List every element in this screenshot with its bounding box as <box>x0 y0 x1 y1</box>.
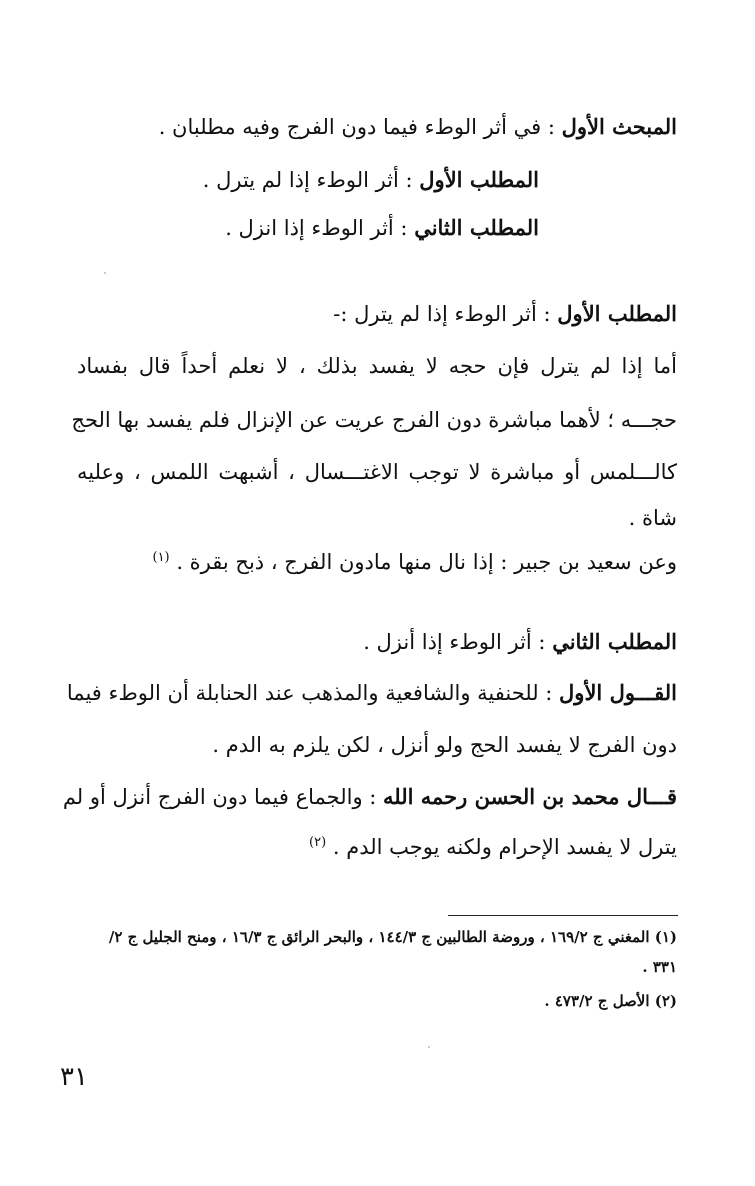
paragraph-text: يترل لا يفسد الإحرام ولكنه يوجب الدم . <box>332 835 677 859</box>
paragraph-line: أما إذا لم يترل فإن حجه لا يفسد بذلك ، لا نعلم أحداً قال بفساد <box>77 354 677 378</box>
toc-item-first-bold: المطلب الأول <box>419 167 539 192</box>
paragraph-line: حجـــه ؛ لأهما مباشرة دون الفرج عريت عن الإنزال فلم يفسد بها الحج <box>71 408 677 432</box>
toc-item-second-bold: المطلب الثاني <box>414 215 539 240</box>
page-number: ٣١ <box>60 1062 88 1092</box>
footnote-separator <box>448 915 678 916</box>
quote-attribution: قـــال محمد بن الحسن رحمه الله <box>383 784 677 809</box>
second-subsection-heading-text: : أثر الوطء إذا أنزل . <box>363 630 553 654</box>
scan-speck <box>104 272 106 274</box>
first-subsection-heading <box>333 299 677 329</box>
footnote-continuation: ٣٣١ . <box>642 958 677 976</box>
toc-item-second <box>225 213 539 243</box>
first-subsection-heading-text: : أثر الوطء إذا لم يترل :- <box>333 302 558 326</box>
footnote-reference: (٢) <box>309 835 327 850</box>
quote-line <box>63 782 677 812</box>
quote-text: : والجماع فيما دون الفرج أنزل أو لم <box>62 785 384 809</box>
first-opinion-text: : للحنفية والشافعية والمذهب عند الحنابلة أن الوطء فيما <box>66 681 560 705</box>
paragraph-line <box>309 832 677 862</box>
first-opinion-line <box>67 678 677 708</box>
second-subsection-heading-bold: المطلب الثاني <box>552 629 677 654</box>
paragraph-line <box>152 547 677 577</box>
section-heading-bold: المبحث الأول <box>561 114 677 139</box>
toc-item-first <box>203 165 539 195</box>
toc-item-second-text: : أثر الوطء إذا انزل . <box>225 216 415 240</box>
paragraph-text: وعن سعيد بن جبير : إذا نال منها مادون الفرج ، ذبح بقرة . <box>176 550 677 574</box>
first-opinion-label: القـــول الأول <box>559 680 677 705</box>
first-subsection-heading-bold: المطلب الأول <box>557 301 677 326</box>
second-subsection-heading <box>363 627 677 657</box>
footnote-reference: (١) <box>152 550 170 565</box>
toc-item-first-text: : أثر الوطء إذا لم يترل . <box>202 168 420 192</box>
paragraph-line: شاة . <box>628 506 677 530</box>
section-heading-text: : في أثر الوطء فيما دون الفرج وفيه مطلبان . <box>158 115 562 139</box>
paragraph-line: دون الفرج لا يفسد الحج ولو أنزل ، لكن يلزم به الدم . <box>212 733 677 757</box>
scan-speck <box>428 1046 430 1048</box>
footnote: (١) المغني ج ١٦٩/٢ ، وروضة الطالبين ج ١٤٤/٣ ، والبحر الرائق ج ١٦/٣ ، ومنح الجليل ج ٢/ <box>108 928 677 946</box>
paragraph-line: كالـــلمس أو مباشرة لا توجب الاغتـــسال ، أشبهت اللمس ، وعليه <box>77 460 677 484</box>
footnote: (٢) الأصل ج ٤٧٣/٢ . <box>544 992 677 1010</box>
section-heading <box>159 112 677 142</box>
